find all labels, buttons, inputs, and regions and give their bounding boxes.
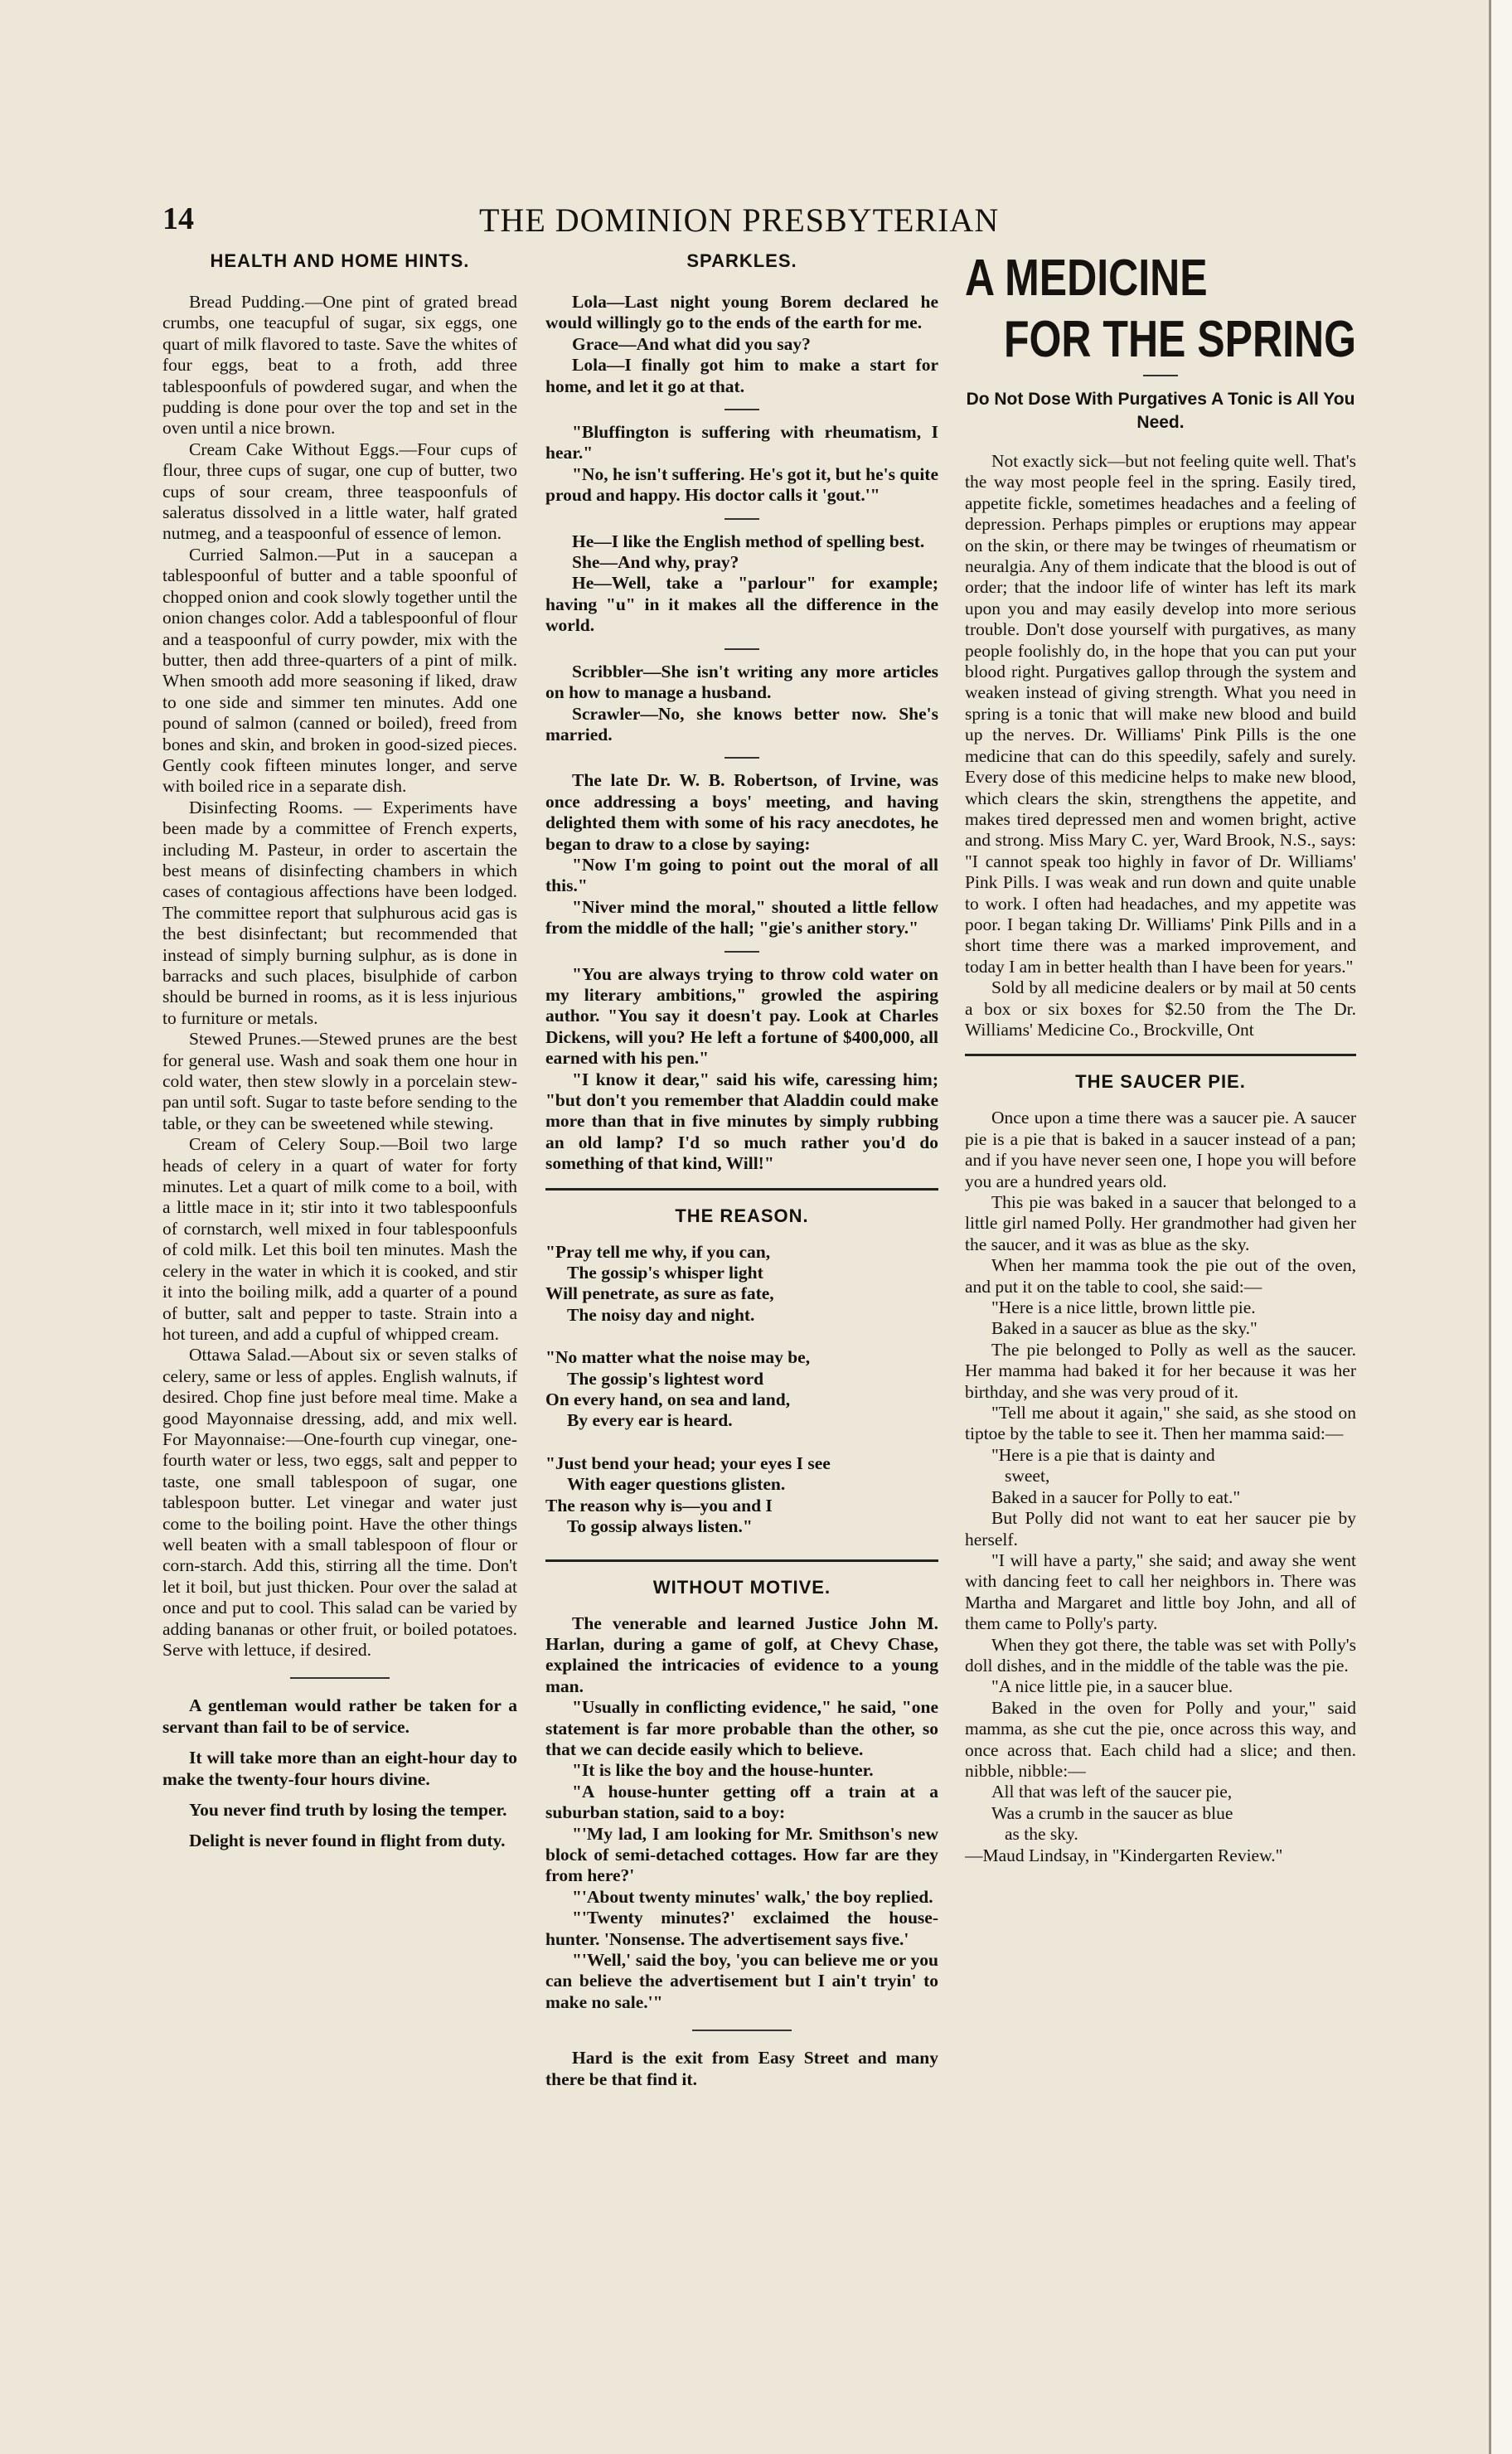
story-line: All that was left of the saucer pie, xyxy=(991,1782,1233,1802)
story-line: "Here is a pie that is dainty and xyxy=(991,1444,1215,1465)
recipe-list xyxy=(162,292,517,1661)
without-motive-story xyxy=(545,1613,938,2014)
ad-paragraph: Sold by all medicine dealers or by mail at 50 cents a box or six boxes for $2.50 from the The Dr. Williams' Medicine Co., Brockville, Ont xyxy=(965,977,1356,1040)
poem-line: "Pray tell me why, if you can, xyxy=(545,1241,771,1262)
column-sparkles xyxy=(545,250,938,2404)
poem-line: By every ear is heard. xyxy=(567,1410,733,1431)
motive-paragraph: "A house-hunter getting off a train at a suburban station, said to a boy: xyxy=(545,1781,938,1823)
joke-line: "I know it dear," said his wife, caressing him; "but don't you remember that Aladdin could make more than that in five minutes by simply rubbing an old lamp? I'd so much rather you'd do something of that kind, Will!" xyxy=(545,1069,938,1174)
joke-line: Scribbler—She isn't writing any more articles on how to manage a husband. xyxy=(545,661,938,703)
column-health-hints xyxy=(162,250,517,2404)
story-line: Was a crumb in the saucer as blue xyxy=(991,1802,1233,1823)
joke-line: Grace—And what did you say? xyxy=(572,333,811,354)
recipe-paragraph: Bread Pudding.—One pint of grated bread crumbs, one teacupful of sugar, six eggs, one quart of milk flavored to taste. Save the whites of four eggs, beat to a froth, add three tablespoonfuls of powdered sugar, and when the pudding is done pour over the top and set in the oven until a nice brown. xyxy=(162,292,517,439)
joke-line: "No, he isn't suffering. He's got it, but he's quite proud and happy. His doctor calls it 'gout.'" xyxy=(545,463,938,506)
poem-line: On every hand, on sea and land, xyxy=(545,1389,791,1410)
joke-block xyxy=(545,292,938,397)
joke-block xyxy=(545,531,938,637)
motive-paragraph: "'Twenty minutes?' exclaimed the house-hunter. 'Nonsense. The advertisement says five.' xyxy=(545,1908,938,1949)
sparkles-heading: SPARKLES. xyxy=(686,250,797,271)
joke-line: The late Dr. W. B. Robertson, of Irvine, was once addressing a boys' meeting, and having delighted them with some of his racy anecdotes, he began to draw to a close by saying: xyxy=(545,770,938,854)
story-line: When they got there, the table was set with Polly's doll dishes, and in the middle of the table was the pie. xyxy=(965,1634,1356,1676)
story-line: "I will have a party," she said; and away she went with dancing feet to call her neighbors in. There was Martha and Margaret and little boy John, and all of them came to Polly's party. xyxy=(965,1550,1356,1634)
joke-block xyxy=(545,964,938,1175)
page-number: 14 xyxy=(162,201,194,236)
story-line: sweet, xyxy=(1005,1466,1050,1486)
poem-line: "No matter what the noise may be, xyxy=(545,1347,811,1368)
motive-paragraph: "It is like the boy and the house-hunter. xyxy=(572,1760,874,1781)
poem-line: Will penetrate, as sure as fate, xyxy=(545,1283,774,1304)
joke-line: "Bluffington is suffering with rheumatism, I hear." xyxy=(545,422,938,463)
poem-stanza xyxy=(545,1242,938,1326)
motive-paragraph: "'My lad, I am looking for Mr. Smithson's new block of semi-detached cottages. How far are they from here?' xyxy=(545,1823,938,1886)
poem-line: The reason why is—you and I xyxy=(545,1495,773,1516)
page-edge-strip xyxy=(1489,0,1512,2454)
divider xyxy=(692,2030,792,2031)
recipe-paragraph: Stewed Prunes.—Stewed prunes are the best for general use. Wash and soak them one hour in cold water, then stew slowly in a porcelain stew-pan until soft. Sugar to taste before sending to the table, or they can be sweetened while stewing. xyxy=(162,1029,517,1133)
ad-paragraph: Not exactly sick—but not feeling quite well. That's the way most people feel in the spring. Easily tired, appetite fickle, sometimes headaches and a feeling of depression. Perhaps pimples or eruptions may appear on the skin, or there may be twinges of rheumatism or neuralgia. Any of them indicate that the blood is out of order; that the indoor life of winter has left its mark upon you and may easily develop into more serious trouble. Don't dose yourself with purgatives, as many people foolishly do, in the hope that you can put your blood right. Purgatives gallop through the system and weaken instead of giving strength. What you need in spring is a tonic that will make new blood and build up the nerves. Dr. Williams' Pink Pills is the one medicine that can do this speedily, safely and surely. Every dose of this medicine helps to make new blood, which clears the skin, strengthens the appetite, and makes tired depressed men and women bright, active and strong. Miss Mary C. yer, Ward Brook, N.S., says: "I cannot speak too highly in favor of Dr. Williams' Pink Pills. I was weak and run down and quite unable to work. I often had headaches, and my appetite was poor. I began taking Dr. Williams' Pink Pills and in a short time there was a marked improvement, and today I am in better health than I have been for years." xyxy=(965,451,1356,977)
story-line: Baked in a saucer for Polly to eat." xyxy=(991,1486,1241,1507)
closing-saying: Hard is the exit from Easy Street and many there be that find it. xyxy=(545,2048,938,2089)
poem-line: The gossip's lightest word xyxy=(567,1368,764,1389)
divider xyxy=(1143,375,1178,376)
story-line: Baked in the oven for Polly and your," said mamma, as she cut the pie, once across this way, and once across that. Each child had a slice; and then. nibble, nibble:— xyxy=(965,1697,1356,1781)
divider xyxy=(724,951,759,953)
poem-line: To gossip always listen." xyxy=(567,1516,753,1537)
column-medicine-ad xyxy=(965,250,1356,2404)
story-line: Once upon a time there was a saucer pie. A saucer pie is a pie that is baked in a saucer instead of a pan; and if you have never seen one, I hope you will before you are a hundred years old. xyxy=(965,1108,1356,1191)
story-line: But Polly did not want to eat her saucer pie by herself. xyxy=(965,1508,1356,1550)
motive-paragraph: "'About twenty minutes' walk,' the boy replied. xyxy=(572,1886,933,1907)
ad-title-line1: A MEDICINE xyxy=(965,250,1208,307)
saying-paragraph: You never find truth by losing the temper. xyxy=(189,1800,507,1821)
story-line: "A nice little pie, in a saucer blue. xyxy=(991,1676,1233,1697)
joke-line: He—I like the English method of spelling best. xyxy=(572,531,925,551)
health-hints-heading: HEALTH AND HOME HINTS. xyxy=(210,250,470,271)
motive-paragraph: The venerable and learned Justice John M. Harlan, during a game of golf, at Chevy Chase, explained the intricacies of evidence to a young man. xyxy=(545,1613,938,1696)
story-line: "Tell me about it again," she said, as she stood on tiptoe by the table to see it. Then her mamma said:— xyxy=(965,1403,1356,1444)
saying-paragraph: It will take more than an eight-hour day to make the twenty-four hours divine. xyxy=(162,1748,517,1789)
saucer-pie-title: THE SAUCER PIE. xyxy=(1075,1071,1246,1093)
without-motive-title: WITHOUT MOTIVE. xyxy=(652,1576,831,1598)
joke-line: "Niver mind the moral," shouted a little fellow from the middle of the hall; "gie's anither story." xyxy=(545,896,938,938)
joke-block xyxy=(545,422,938,507)
saying-paragraph: Delight is never found in flight from duty. xyxy=(189,1831,506,1851)
joke-block xyxy=(545,770,938,938)
recipe-paragraph: Cream Cake Without Eggs.—Four cups of flour, three cups of sugar, one cup of butter, two cups of sour cream, three teaspoonfuls of saleratus dissolved in a little water, half grated nutmeg, and a teaspoonful of essence of lemon. xyxy=(162,439,517,544)
divider xyxy=(724,518,759,520)
section-rule xyxy=(965,1054,1356,1056)
divider xyxy=(724,409,759,410)
poem-stanza xyxy=(545,1453,938,1538)
saying-paragraph: A gentleman would rather be taken for a servant than fail to be of service. xyxy=(162,1695,517,1737)
joke-line: Scrawler—No, she knows better now. She's married. xyxy=(545,703,938,744)
poem-line: With eager questions glisten. xyxy=(567,1474,786,1495)
poem-line: "Just bend your head; your eyes I see xyxy=(545,1453,831,1473)
joke-line: "You are always trying to throw cold water on my literary ambitions," growled the aspiring author. "You say it doesn't pay. Look at Charles Dickens, will you? He left a fortune of $400,000, all earned with his pen." xyxy=(545,963,938,1069)
story-line: —Maud Lindsay, in "Kindergarten Review." xyxy=(965,1845,1283,1865)
story-line: The pie belonged to Polly as well as the saucer. Her mamma had baked it for her because it was her birthday, and she was very proud of it. xyxy=(965,1339,1356,1402)
ad-subtitle: Do Not Dose With Purgatives A Tonic is All You Need. xyxy=(966,390,1355,432)
joke-line: He—Well, take a "parlour" for example; having "u" in it makes all the difference in the world. xyxy=(545,573,938,636)
ad-body xyxy=(965,451,1356,1040)
story-line: When her mamma took the pie out of the oven, and put it on the table to cool, she said:— xyxy=(965,1255,1356,1297)
recipe-paragraph: Cream of Celery Soup.—Boil two large heads of celery in a quart of water for forty minutes. Let a quart of milk come to a boil, with a little mace in it; stir into it two tablespoonfuls of cornstarch, well mixed in four tablespoonfuls of cold milk. Let this boil ten minutes. Mash the celery in the water in which it is cooked, and stir it into the boiling milk, add a quarter of a pound of butter, salt and pepper to taste. Strain into a hot tureen, and add a cupful of whipped cream. xyxy=(162,1134,517,1344)
section-rule xyxy=(545,1188,938,1191)
reason-title: THE REASON. xyxy=(675,1205,809,1226)
divider xyxy=(724,757,759,759)
recipe-paragraph: Disinfecting Rooms. — Experiments have been made by a committee of French experts, including M. Pasteur, in order to ascertain the best means of disinfecting chambers in which cases of contagious affections have been lodged. The committee report that sulphurous acid gas is the best disinfectant; but recommended that instead of simply burning sulphur, as is done in barracks and such places, bisulphide of carbon should be burned in rooms, as it is less injurious to furniture or metals. xyxy=(162,797,517,1028)
story-line: This pie was baked in a saucer that belonged to a little girl named Polly. Her grandmother had given her the saucer, and it was as blue as the sky. xyxy=(965,1192,1356,1254)
poem-stanza xyxy=(545,1347,938,1432)
sayings-list xyxy=(162,1695,517,1851)
reason-poem xyxy=(545,1242,938,1538)
joke-line: Lola—Last night young Borem declared he would willingly go to the ends of the earth for me. xyxy=(545,292,938,333)
recipe-paragraph: Ottawa Salad.—About six or seven stalks of celery, same or less of apples. English walnuts, if desired. Chop fine just before meal time. Make a good Mayonnaise dressing, add, and mix well. For Mayonnaise:—One-fourth cup vinegar, one-fourth water or less, two eggs, salt and pepper to taste, one small tablespoon of sugar, one tablespoon butter. Let vinegar and water just come to the boiling point. Have the other things well beaten with a small tablespoon of flour or corn-starch. Add this, stirring all the time. Don't let it boil, but just thicken. Pour over the salad at once and put to cool. This salad can be varied by adding bananas or other fruit, or boiled potatoes. Serve with lettuce, if desired. xyxy=(162,1345,517,1660)
section-rule xyxy=(545,1559,938,1562)
saucer-pie-story xyxy=(965,1108,1356,1866)
recipe-paragraph: Curried Salmon.—Put in a saucepan a tablespoonful of butter and a table spoonful of chopped onion and cook slowly together until the onion changes color. Add a tablespoonful of flour and a teaspoonful of curry powder, mix with the butter, then add three-quarters of a pint of milk. When smooth add more seasoning if liked, draw to one side and simmer ten minutes. Add one pound of salmon (canned or boiled), freed from bones and skin, and broken in good-sized pieces. Gently cook fifteen minutes longer, and serve with boiled rice in a separate dish. xyxy=(162,544,517,797)
joke-block xyxy=(545,662,938,746)
story-line: Baked in a saucer as blue as the sky." xyxy=(991,1318,1258,1339)
joke-line: She—And why, pray? xyxy=(572,552,739,573)
publication-title: THE DOMINION PRESBYTERIAN xyxy=(479,201,1000,239)
page-header xyxy=(162,201,1389,250)
divider xyxy=(724,648,759,650)
joke-line: "Now I'm going to point out the moral of all this." xyxy=(545,854,938,896)
motive-paragraph: "'Well,' said the boy, 'you can believe me or you can believe the advertisement but I ain't tryin' to make no sale.'" xyxy=(545,1950,938,2012)
story-line: as the sky. xyxy=(1005,1824,1078,1845)
poem-line: The noisy day and night. xyxy=(567,1304,755,1325)
motive-paragraph: "Usually in conflicting evidence," he said, "one statement is far more probable than the other, so that we can decide easily which to believe. xyxy=(545,1697,938,1759)
poem-line: The gossip's whisper light xyxy=(567,1263,763,1283)
divider xyxy=(290,1677,390,1679)
ad-title-line2: FOR THE SPRING xyxy=(1003,309,1356,368)
joke-line: Lola—I finally got him to make a start for home, and let it go at that. xyxy=(545,355,938,396)
story-line: "Here is a nice little, brown little pie. xyxy=(991,1297,1256,1318)
